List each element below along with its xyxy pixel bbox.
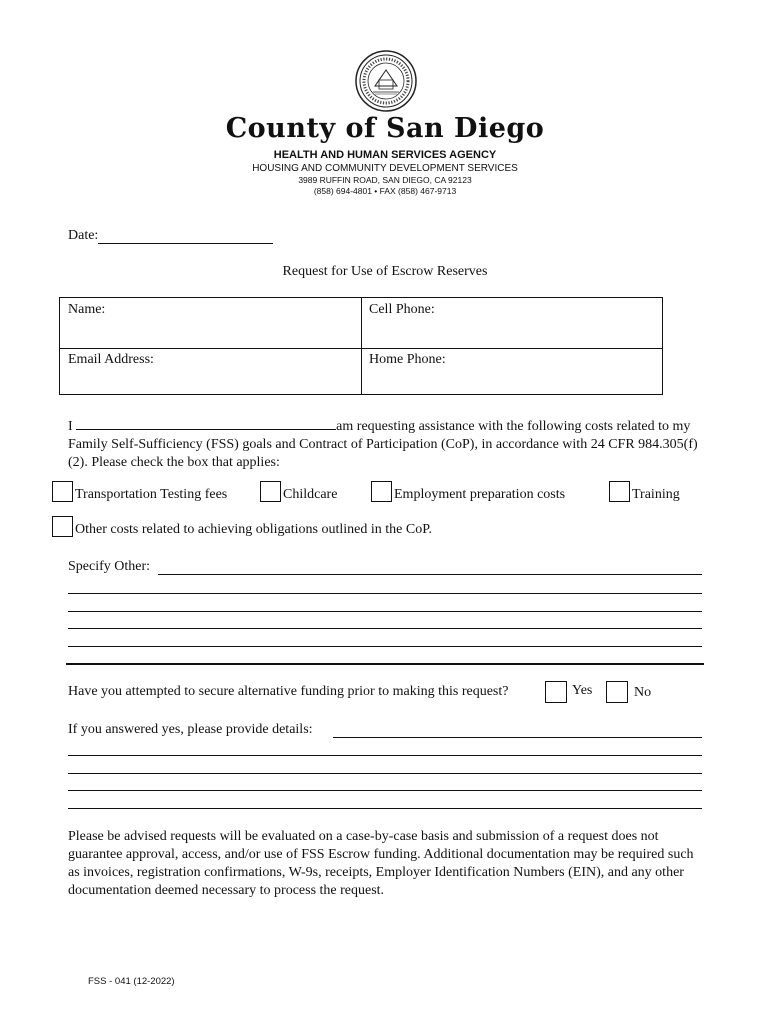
details-line[interactable] bbox=[68, 790, 702, 791]
yes-checkbox[interactable] bbox=[545, 681, 567, 703]
advisory-notice: Please be advised requests will be evaluated on a case-by-case basis and submission of a request does not guarantee approval, access, and/or use of FSS Escrow funding. Additional documentation may be required such as invoices, registration confirmations, W-9s, receipts, Employer Identification Numbers (EIN), and any other documentation deemed necessary to process the request. bbox=[68, 829, 694, 898]
agency-phone: (858) 694-4801 • FAX (858) 467-9713 bbox=[313, 186, 457, 196]
no-checkbox[interactable] bbox=[606, 681, 628, 703]
agency-address: 3989 RUFFIN ROAD, SAN DIEGO, CA 92123 bbox=[298, 175, 472, 185]
childcare-label: Childcare bbox=[283, 487, 338, 502]
date-label: Date: bbox=[68, 228, 99, 243]
county-title: County of San Diego bbox=[225, 113, 545, 144]
table-divider bbox=[361, 298, 362, 394]
alternative-funding-question: Have you attempted to secure alternative funding prior to making this request? bbox=[68, 684, 509, 699]
form-id: FSS - 041 (12-2022) bbox=[88, 976, 175, 987]
other-costs-checkbox[interactable] bbox=[52, 516, 73, 537]
details-line[interactable] bbox=[68, 773, 702, 774]
details-label: If you answered yes, please provide details: bbox=[68, 722, 313, 737]
transportation-label: Transportation Testing fees bbox=[75, 487, 228, 502]
employment-checkbox[interactable] bbox=[371, 481, 392, 502]
details-line[interactable] bbox=[68, 755, 702, 756]
table-divider bbox=[60, 348, 662, 349]
details-line[interactable] bbox=[333, 737, 702, 738]
contact-info-table bbox=[59, 297, 663, 395]
name-label: Name: bbox=[68, 302, 106, 317]
request-text: am requesting assistance with the following costs related to my Family Self-Sufficiency (FSS) goals and Contract of Participation (CoP), in accordance with 24 CFR 984.305(f)(2). Please check the box that applies: bbox=[68, 419, 698, 470]
yes-label: Yes bbox=[572, 683, 593, 698]
request-statement bbox=[68, 416, 708, 472]
details-line[interactable] bbox=[68, 808, 702, 809]
specify-other-line[interactable] bbox=[158, 574, 702, 575]
specify-other-line[interactable] bbox=[68, 611, 702, 612]
training-checkbox[interactable] bbox=[609, 481, 630, 502]
no-label: No bbox=[634, 685, 652, 700]
date-field[interactable] bbox=[98, 229, 273, 244]
specify-other-line[interactable] bbox=[68, 646, 702, 647]
request-prefix: I bbox=[68, 419, 73, 434]
form-title: Request for Use of Escrow Reserves bbox=[282, 264, 488, 279]
name-field[interactable] bbox=[68, 302, 105, 318]
specify-other-label: Specify Other: bbox=[68, 559, 151, 574]
county-seal-icon bbox=[355, 50, 417, 112]
specify-other-line[interactable] bbox=[68, 628, 702, 629]
email-label: Email Address: bbox=[68, 352, 154, 367]
home-phone-label: Home Phone: bbox=[369, 352, 446, 367]
email-field[interactable] bbox=[68, 352, 154, 368]
childcare-checkbox[interactable] bbox=[260, 481, 281, 502]
transportation-checkbox[interactable] bbox=[52, 481, 73, 502]
employment-label: Employment preparation costs bbox=[394, 487, 566, 502]
training-label: Training bbox=[632, 487, 680, 502]
participant-name-field[interactable] bbox=[76, 416, 336, 430]
home-phone-field[interactable] bbox=[369, 352, 446, 368]
cell-phone-label: Cell Phone: bbox=[369, 302, 435, 317]
agency-name: HEALTH AND HUMAN SERVICES AGENCY bbox=[273, 149, 497, 161]
other-costs-label: Other costs related to achieving obligations outlined in the CoP. bbox=[75, 522, 432, 537]
division-name: HOUSING AND COMMUNITY DEVELOPMENT SERVICES bbox=[252, 163, 518, 174]
specify-other-line[interactable] bbox=[68, 593, 702, 594]
cell-phone-field[interactable] bbox=[369, 302, 435, 318]
date-row bbox=[68, 228, 273, 244]
section-divider bbox=[66, 663, 704, 665]
